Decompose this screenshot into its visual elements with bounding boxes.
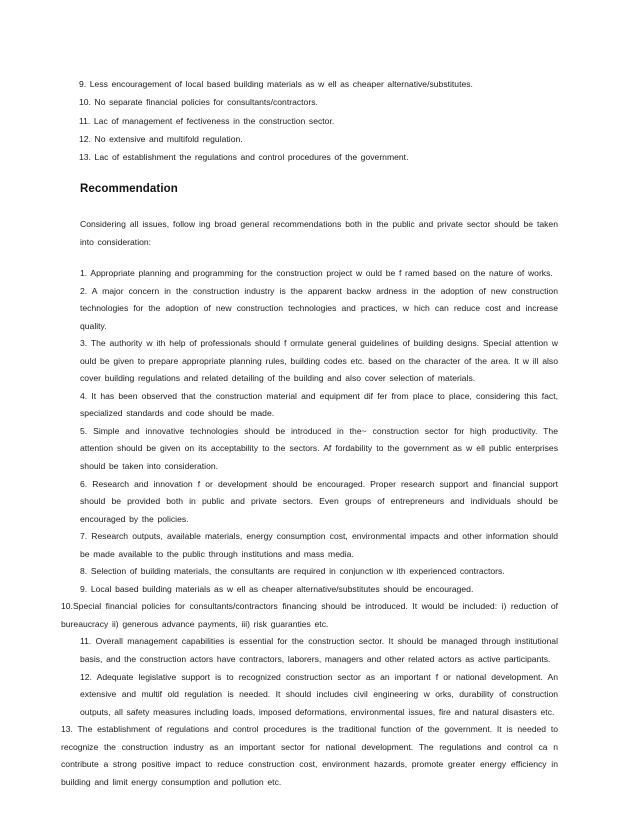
issue-item-13: 13. Lac of establishment the regulations and control procedures of the government. [79, 152, 409, 163]
recommendation-item-3: 3. The authority w ith help of professionals should f ormulate general guidelines of building designs. Special attention w ould be given to prepare appropriate planning rules, building codes etc. based on the character of the area. It w ill also cover building regulations and related detailing of the building and also cover selection of materials. [80, 338, 558, 384]
recommendation-item-7: 7. Research outputs, available materials, energy consumption cost, environmental impacts and other information should be made available to the public through institutions and mass media. [80, 531, 558, 559]
recommendations-list [61, 265, 558, 791]
recommendation-item-13: 13. The establishment of regulations and control procedures is the traditional function of the government. It is needed to recognize the construction industry as an important sector for national development. The regulations and control ca n contribute a strong positive impact to reduce construction cost, environment hazards, promote greater energy efficiency in building and limit energy consumption and pollution etc. [61, 724, 558, 787]
issue-item-10: 10. No separate financial policies for consultants/contractors. [79, 97, 318, 108]
issue-item-12: 12. No extensive and multifold regulation. [79, 133, 243, 144]
recommendation-item-10: 10.Special financial policies for consultants/contractors financing should be introduced. It would be included: i) reduction of bureaucracy ii) generous advance payments, iii) risk guaranties etc. [61, 601, 558, 629]
section-heading: Recommendation [80, 183, 178, 195]
recommendation-item-1: 1. Appropriate planning and programming for the construction project w ould be f ramed based on the nature of works. [80, 268, 553, 278]
recommendation-item-5: 5. Simple and innovative technologies should be introduced in the~ construction sector for high productivity. The attention should be given on its acceptability to the sectors. Af fordability to the government as w ell public enterprises should be taken into consideration. [80, 425, 558, 472]
issues-list [79, 75, 559, 166]
issue-item-9: 9. Less encouragement of local based building materials as w ell as cheaper alternative/substitutes. [79, 79, 473, 89]
recommendation-item-8: 8. Selection of building materials, the consultants are required in conjunction w ith experienced contractors. [80, 566, 505, 577]
recommendation-item-9: 9. Local based building materials as w ell as cheaper alternative/substitutes should be encouraged. [80, 583, 474, 594]
recommendation-item-6: 6. Research and innovation f or development should be encouraged. Proper research support and financial support should be provided both in public and private sectors. Even groups of entrepreneurs and individuals should be encouraged by the policies. [80, 478, 558, 524]
intro-paragraph: Considering all issues, follow ing broad general recommendations both in the public and private sector should be taken into consideration: [80, 219, 558, 247]
recommendation-item-4: 4. It has been observed that the construction material and equipment dif fer from place to place, considering this fact, specialized standards and code should be made. [80, 390, 558, 419]
recommendation-item-11: 11. Overall management capabilities is essential for the construction sector. It should be managed through institutional basis, and the construction actors have contractors, laborers, managers and other related actors as active participants. [80, 636, 558, 665]
recommendation-item-12: 12. Adequate legislative support is to recognized construction sector as an important f or national development. An extensive and multif old regulation is needed. It should includes civil engineering w orks, durability of construction outputs, all safety measures including loads, imposed deformations, environmental issues, fire and natural disasters etc. [80, 671, 558, 717]
issue-item-11: 11. Lac of management ef fectiveness in the construction sector. [79, 115, 335, 126]
recommendation-item-2: 2. A major concern in the construction industry is the apparent backw ardness in the adoption of new construction technologies for the adoption of new construction technologies and practices, w hich can reduce cost and increase quality. [80, 285, 558, 331]
